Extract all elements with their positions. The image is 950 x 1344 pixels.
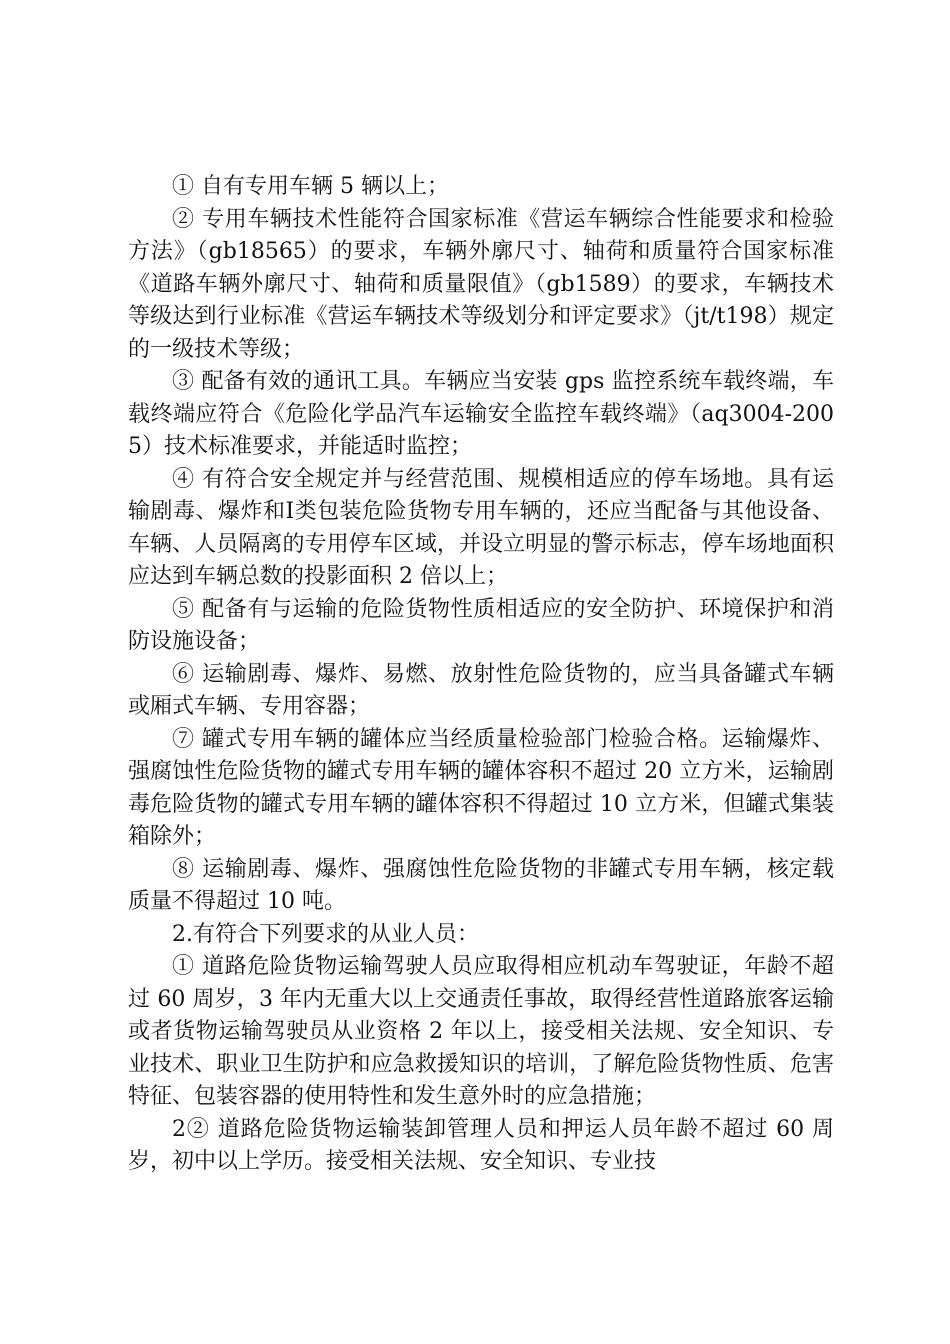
paragraph-4: ④ 有符合安全规定并与经营范围、规模相适应的停车场地。具有运输剧毒、爆炸和Ⅰ类包装危险货物专用车辆的，还应当配备与其他设备、车辆、人员隔离的专用停车区域，并设立明显的警示标志，停车场地面积应达到车辆总数的投影面积 2 倍以上； [128, 466, 834, 589]
paragraph-3: ③ 配备有效的通讯工具。车辆应当安装 gps 监控系统车载终端，车载终端应符合《危险化学品汽车运输安全监控车载终端》（aq3004-2005）技术标准要求，并能适时监控； [128, 369, 834, 459]
paragraph-2: ② 专用车辆技术性能符合国家标准《营运车辆综合性能要求和检验方法》（gb18565）的要求，车辆外廓尺寸、轴荷和质量符合国家标准《道路车辆外廓尺寸、轴荷和质量限值》（gb1589）的要求，车辆技术等级达到行业标准《营运车辆技术等级划分和评定要求》（jt/t198）规定的一级技术等级； [128, 206, 834, 362]
paragraph-8: ⑧ 运输剧毒、爆炸、强腐蚀性危险货物的非罐式专用车辆，核定载质量不得超过 10 吨。 [128, 856, 834, 914]
document-body [128, 171, 834, 1179]
paragraph-10: 2② 道路危险货物运输装卸管理人员和押运人员年龄不超过 60 周岁，初中以上学历。接受相关法规、安全知识、专业技 [128, 1116, 834, 1174]
paragraph-5: ⑤ 配备有与运输的危险货物性质相适应的安全防护、环境保护和消防设施设备； [128, 596, 834, 654]
paragraph-9: ① 道路危险货物运输驾驶人员应取得相应机动车驾驶证，年龄不超过 60 周岁，3 年内无重大以上交通责任事故，取得经营性道路旅客运输或者货物运输驾驶员从业资格 2 年以上，接受相关法规、安全知识、专业技术、职业卫生防护和应急救援知识的培训，了解危险货物性质、危害特征、包装容器的使用特性和发生意外时的应急措施； [128, 954, 834, 1109]
section-heading: 2.有符合下列要求的从业人员： [172, 921, 479, 947]
paragraph-1: ① 自有专用车辆 5 辆以上； [172, 174, 449, 199]
paragraph-7: ⑦ 罐式专用车辆的罐体应当经质量检验部门检验合格。运输爆炸、强腐蚀性危险货物的罐式专用车辆的罐体容积不超过 20 立方米，运输剧毒危险货物的罐式专用车辆的罐体容积不得超过 10 立方米，但罐式集装箱除外； [128, 726, 834, 849]
paragraph-6: ⑥ 运输剧毒、爆炸、易燃、放射性危险货物的，应当具备罐式车辆或厢式车辆、专用容器； [128, 661, 834, 719]
